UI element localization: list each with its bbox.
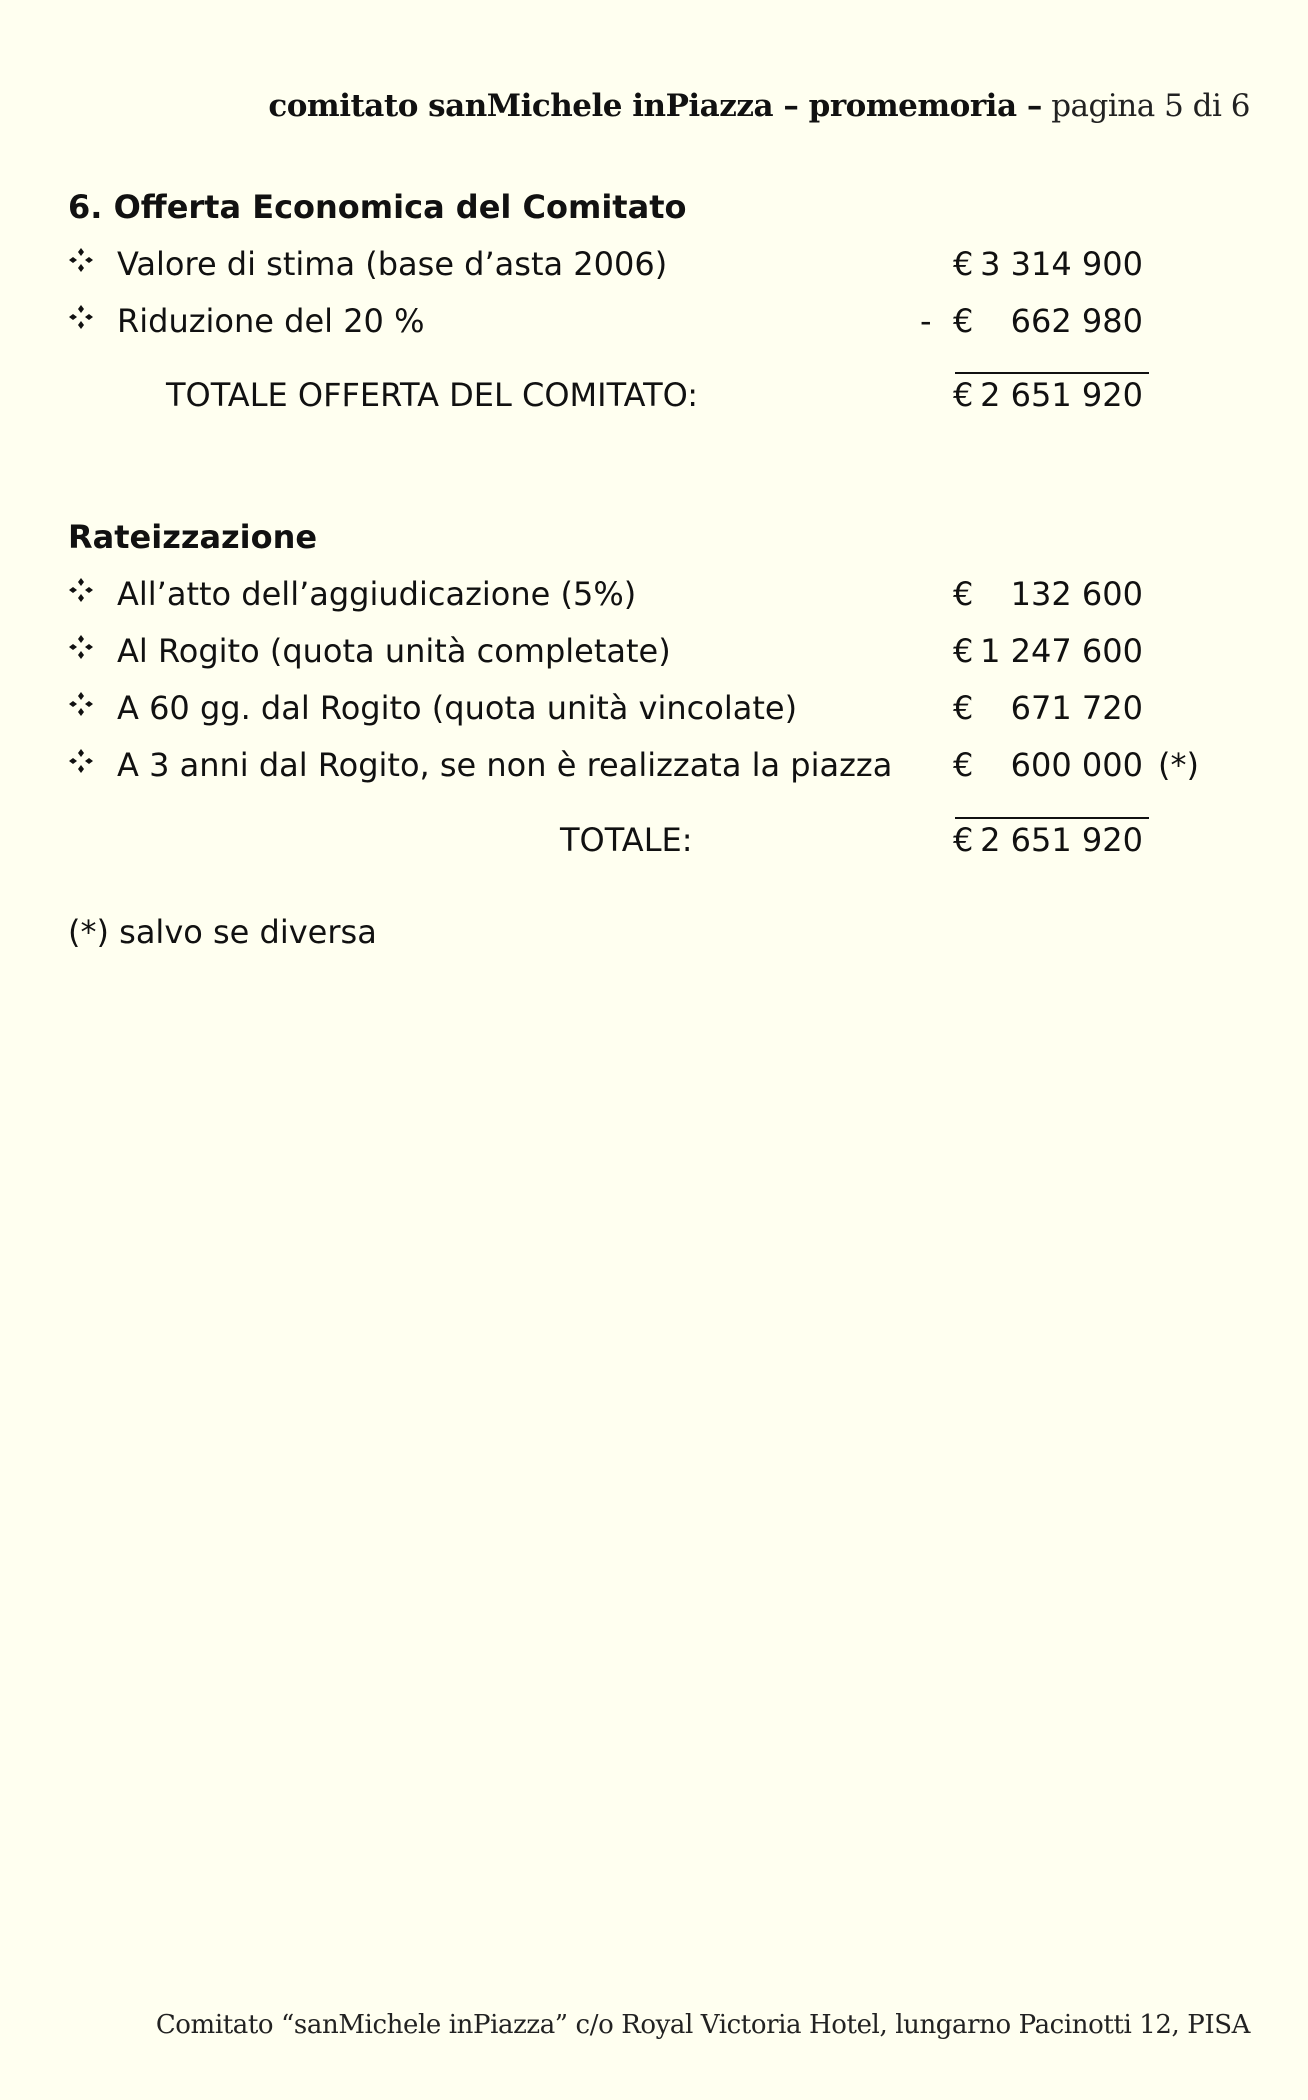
four-diamond-bullet-icon xyxy=(68,247,94,273)
installment-item-amount: 1 247 600 xyxy=(980,632,1143,670)
four-diamond-bullet-icon xyxy=(68,304,94,330)
installment-item-currency: € xyxy=(953,632,974,670)
offer-item xyxy=(0,302,1308,346)
installment-item-label: A 60 gg. dal Rogito (quota unità vincolate) xyxy=(117,689,798,727)
installment-item-label: Al Rogito (quota unità completate) xyxy=(117,632,671,670)
installments-total-row xyxy=(0,821,1308,865)
offer-total-row xyxy=(0,376,1308,420)
page-footer: Comitato “sanMichele inPiazza” c/o Royal Victoria Hotel, lungarno Pacinotti 12, PISA xyxy=(155,2010,1250,2040)
four-diamond-bullet-icon xyxy=(68,577,94,603)
installments-total-rule xyxy=(955,817,1149,819)
installment-item-amount: 671 720 xyxy=(1010,689,1143,727)
page-header xyxy=(268,88,1250,124)
installment-item-label: A 3 anni dal Rogito, se non è realizzata la piazza xyxy=(117,746,893,784)
installments-total-label: TOTALE: xyxy=(560,821,693,859)
offer-item-currency: € xyxy=(953,245,974,283)
offer-item-sign: - xyxy=(920,302,932,340)
installment-item-currency: € xyxy=(953,689,974,727)
installment-item xyxy=(0,746,1308,790)
four-diamond-bullet-icon xyxy=(68,634,94,660)
header-title: comitato sanMichele inPiazza – promemoria – xyxy=(268,88,1042,124)
installments-total-currency: € xyxy=(953,821,974,859)
installments-section-title: Rateizzazione xyxy=(68,518,318,556)
four-diamond-bullet-icon xyxy=(68,691,94,717)
offer-item xyxy=(0,245,1308,289)
installment-item-amount: 600 000 xyxy=(1010,746,1143,784)
installment-item-currency: € xyxy=(953,575,974,613)
offer-item-label: Valore di stima (base d’asta 2006) xyxy=(117,245,668,283)
installment-item xyxy=(0,632,1308,676)
installment-item-footnote-mark: (*) xyxy=(1158,746,1199,784)
installment-item-currency: € xyxy=(953,746,974,784)
four-diamond-bullet-icon xyxy=(68,748,94,774)
offer-item-currency: € xyxy=(953,302,974,340)
installments-total-amount: 2 651 920 xyxy=(980,821,1143,859)
installment-item-amount: 132 600 xyxy=(1010,575,1143,613)
offer-total-currency: € xyxy=(953,376,974,414)
offer-total-rule xyxy=(955,372,1149,374)
installment-item xyxy=(0,575,1308,619)
installment-item xyxy=(0,689,1308,733)
offer-item-label: Riduzione del 20 % xyxy=(117,302,425,340)
offer-section-title: 6. Offerta Economica del Comitato xyxy=(68,188,687,226)
offer-item-amount: 3 314 900 xyxy=(980,245,1143,283)
offer-total-label: TOTALE OFFERTA DEL COMITATO: xyxy=(166,376,699,414)
offer-total-amount: 2 651 920 xyxy=(980,376,1143,414)
footnote: (*) salvo se diversa xyxy=(68,913,377,951)
offer-item-amount: 662 980 xyxy=(1010,302,1143,340)
header-page-number: pagina 5 di 6 xyxy=(1051,88,1250,124)
installment-item-label: All’atto dell’aggiudicazione (5%) xyxy=(117,575,637,613)
